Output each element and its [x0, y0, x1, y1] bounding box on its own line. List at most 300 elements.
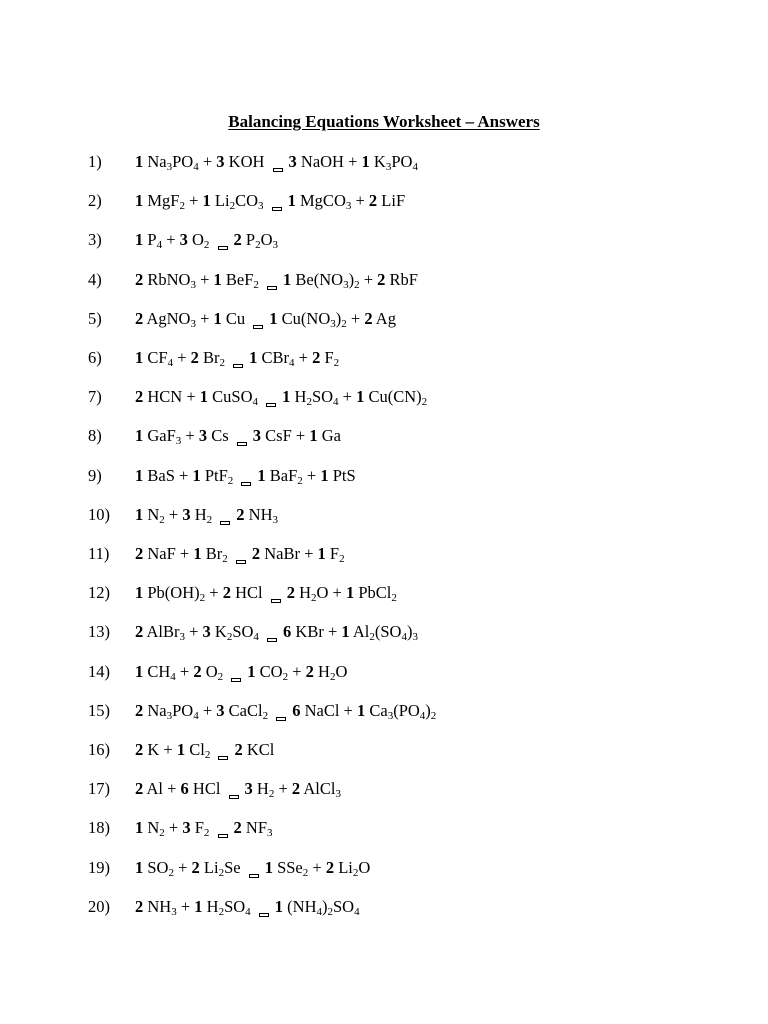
plus-sign: +	[162, 779, 181, 799]
subscript: 3	[385, 161, 392, 173]
yields-arrow-icon	[237, 442, 247, 446]
subscript: 3	[258, 200, 264, 213]
subscript: 2	[227, 474, 234, 487]
coefficient: 1	[135, 465, 144, 485]
subscript: 2	[229, 200, 236, 213]
equation-number: 3)	[88, 230, 102, 250]
subscript: 2	[203, 239, 210, 252]
subscript: 2	[199, 592, 206, 605]
subscript: 2	[341, 317, 347, 330]
subscript: 2	[352, 866, 359, 879]
subscript: 4	[333, 396, 339, 409]
chemical-formula: PbCl$_2$	[358, 583, 397, 605]
chemical-formula: SSe$_2$	[277, 857, 309, 879]
yields-arrow-icon	[249, 874, 259, 878]
subscript: 2	[354, 278, 360, 291]
subscript: 2	[421, 396, 428, 409]
chemical-formula: $Br_2$	[205, 544, 228, 565]
subscript: 3	[387, 709, 394, 722]
equation	[135, 659, 347, 685]
chemical-formula: K	[147, 740, 160, 759]
subscript: 4	[354, 905, 360, 918]
chemical-formula: AgNO$_3$	[146, 308, 196, 330]
coefficient: 3	[198, 426, 208, 446]
equation	[135, 384, 427, 410]
coefficient: 1	[356, 700, 366, 720]
coefficient: 2	[286, 583, 295, 603]
subscript: 2	[302, 866, 309, 879]
chemical-formula: Cu	[225, 308, 246, 328]
equation-number: 8)	[88, 426, 102, 446]
chemical-formula: $(NH_4)_2SO_4$	[287, 896, 360, 918]
chemical-formula: $H_2$	[194, 504, 213, 526]
equation	[135, 306, 396, 332]
plus-sign: +	[323, 622, 342, 642]
plus-sign: +	[182, 387, 200, 407]
chemical-formula: $SO_2$	[147, 857, 174, 879]
equation-row	[0, 149, 768, 175]
chemical-formula: GaF$_3$	[147, 426, 182, 448]
coefficient: 1	[249, 348, 258, 367]
chemical-formula: $Cu(CN)_2$	[368, 387, 428, 409]
chemical-formula: HCN	[147, 387, 183, 407]
chemical-formula: BeF$_2$	[225, 269, 259, 291]
coefficient: 1	[199, 387, 209, 407]
subscript: 3	[267, 827, 273, 840]
subscript: 3	[179, 631, 185, 644]
subscript: 2	[218, 905, 225, 918]
chemical-formula: $P_4$	[147, 230, 163, 252]
subscript: 2	[255, 239, 261, 252]
subscript: 3	[166, 161, 173, 173]
subscript: 2	[311, 592, 317, 605]
equation-row	[0, 345, 768, 371]
chemical-formula: Ga	[321, 426, 341, 446]
subscript: 2	[222, 553, 228, 565]
equation-row	[0, 384, 768, 410]
coefficient: 2	[191, 857, 200, 877]
plus-sign: +	[174, 465, 193, 485]
subscript: 2	[329, 670, 336, 683]
subscript: 4	[252, 396, 259, 409]
chemical-formula: HCl	[235, 583, 263, 603]
equation-number: 6)	[88, 348, 102, 367]
coefficient: 2	[135, 622, 144, 642]
equation-row	[0, 267, 768, 293]
chemical-formula: MgF$_2$	[147, 191, 185, 213]
plus-sign: +	[159, 740, 177, 759]
subscript: 2	[203, 827, 210, 840]
subscript: 3	[272, 513, 278, 526]
equation	[135, 345, 339, 371]
subscript: 4	[245, 905, 251, 918]
coefficient: 1	[135, 583, 144, 603]
coefficient: 1	[341, 622, 350, 642]
chemical-formula: Al	[146, 779, 163, 799]
subscript: 4	[170, 670, 176, 683]
coefficient: 2	[377, 269, 386, 289]
coefficient: 1	[264, 857, 273, 877]
plus-sign: +	[198, 700, 217, 720]
subscript: 4	[401, 631, 407, 644]
chemical-formula: $CF_4$	[147, 348, 174, 369]
equation-number: 7)	[88, 387, 102, 407]
yields-arrow-icon	[273, 168, 283, 172]
coefficient: 6	[180, 779, 189, 799]
coefficient: 2	[190, 348, 199, 367]
equation-number: 4)	[88, 269, 102, 289]
coefficient: 2	[368, 191, 378, 211]
subscript: 2	[159, 513, 165, 526]
plus-sign: +	[299, 544, 318, 563]
subscript: 2	[306, 396, 312, 409]
equation	[135, 188, 405, 214]
equation	[135, 541, 345, 567]
equation-number: 10)	[88, 504, 110, 524]
subscript: 2	[327, 905, 333, 918]
chemical-formula: NaF	[147, 544, 176, 563]
equation-row	[0, 894, 768, 920]
plus-sign: +	[339, 700, 357, 720]
page-title: Balancing Equations Worksheet – Answers	[228, 112, 540, 131]
plus-sign: +	[175, 544, 194, 563]
chemical-formula: AlCl$_3$	[303, 779, 341, 801]
chemical-formula: $Cl_2$	[189, 740, 211, 761]
yields-arrow-icon	[229, 795, 239, 799]
coefficient: 3	[252, 426, 262, 446]
chemical-formula: $Al_2(SO_4)_3$	[352, 622, 418, 644]
subscript: 4	[289, 357, 295, 369]
coefficient: 1	[135, 191, 144, 211]
coefficient: 1	[176, 740, 186, 759]
coefficient: 2	[135, 269, 144, 289]
subscript: 2	[391, 592, 397, 605]
equation-row	[0, 580, 768, 606]
chemical-formula: $P_2O_3$	[245, 230, 279, 252]
chemical-formula: LiF	[381, 191, 406, 211]
coefficient: 3	[244, 779, 253, 799]
chemical-formula: PtS	[332, 465, 356, 485]
yields-arrow-icon	[271, 599, 281, 603]
equation	[135, 855, 370, 881]
chemical-formula: KOH	[228, 152, 265, 171]
chemical-formula: $O_2$	[205, 661, 224, 683]
coefficient: 2	[135, 308, 144, 328]
chemical-formula: $NH_3$	[248, 504, 278, 526]
yields-arrow-icon	[259, 913, 269, 917]
chemical-formula: Ag	[375, 308, 396, 328]
coefficient: 1	[135, 426, 144, 446]
equation	[135, 463, 356, 489]
plus-sign: +	[164, 504, 183, 524]
coefficient: 2	[135, 544, 144, 563]
equation	[135, 227, 278, 253]
equation-row	[0, 698, 768, 724]
chemical-formula: $H_2O$	[299, 583, 329, 605]
plus-sign: +	[346, 308, 365, 328]
chemical-formula: CuSO$_4$	[212, 387, 259, 409]
coefficient: 2	[234, 740, 243, 759]
coefficient: 3	[288, 152, 297, 171]
subscript: 2	[218, 866, 225, 879]
equation	[135, 776, 341, 802]
equation-number: 20)	[88, 896, 110, 916]
plus-sign: +	[184, 191, 203, 211]
chemical-formula: BaF$_2$	[269, 465, 303, 487]
subscript: 4	[167, 357, 174, 369]
coefficient: 1	[345, 583, 355, 603]
subscript: 3	[343, 278, 349, 291]
chemical-formula: PtF$_2$	[204, 465, 234, 487]
subscript: 3	[345, 200, 352, 213]
plus-sign: +	[351, 191, 369, 211]
coefficient: 1	[135, 152, 144, 171]
equation-row	[0, 188, 768, 214]
equation	[135, 580, 397, 606]
subscript: 3	[272, 239, 279, 252]
subscript: 2	[282, 670, 289, 683]
coefficient: 2	[135, 740, 144, 759]
coefficient: 3	[216, 152, 225, 171]
coefficient: 6	[283, 622, 292, 642]
coefficient: 1	[192, 465, 201, 485]
coefficient: 1	[135, 230, 144, 250]
chemical-formula: $Cu(NO_3)_2$	[281, 308, 347, 330]
equation-row	[0, 502, 768, 528]
subscript: 4	[156, 239, 163, 252]
coefficient: 1	[213, 269, 222, 289]
subscript: 2	[369, 631, 375, 644]
coefficient: 2	[233, 230, 242, 250]
chemical-formula: $F_2$	[194, 818, 210, 840]
equation-row	[0, 737, 768, 763]
plus-sign: +	[274, 779, 292, 799]
yields-arrow-icon	[276, 717, 286, 721]
coefficient: 1	[194, 896, 203, 916]
equation-row	[0, 227, 768, 253]
yields-arrow-icon	[218, 834, 228, 838]
subscript: 2	[339, 553, 345, 565]
yields-arrow-icon	[272, 207, 282, 211]
plus-sign: +	[288, 661, 306, 681]
plus-sign: +	[184, 622, 203, 642]
equation-row	[0, 815, 768, 841]
plus-sign: +	[291, 426, 310, 446]
equation-number: 11)	[88, 544, 110, 563]
coefficient: 1	[317, 544, 326, 563]
equation-number: 18)	[88, 818, 110, 838]
equation	[135, 815, 273, 841]
chemical-formula: $F_2$	[329, 544, 345, 565]
chemical-formula: NaBr	[264, 544, 300, 563]
equation-number: 17)	[88, 779, 110, 799]
equation	[135, 698, 436, 724]
plus-sign: +	[164, 818, 183, 838]
coefficient: 1	[269, 308, 278, 328]
coefficient: 2	[364, 308, 373, 328]
coefficient: 6	[292, 700, 301, 720]
chemical-formula: RbF	[389, 269, 418, 289]
subscript: 3	[412, 631, 418, 644]
subscript: 2	[219, 357, 225, 369]
subscript: 3	[330, 317, 336, 330]
plus-sign: +	[181, 426, 199, 446]
coefficient: 1	[257, 465, 266, 485]
chemical-formula: $NF_3$	[245, 818, 273, 840]
coefficient: 3	[182, 818, 191, 838]
subscript: 2	[262, 709, 269, 722]
yields-arrow-icon	[233, 364, 243, 368]
subscript: 4	[412, 161, 418, 173]
coefficient: 1	[361, 152, 370, 171]
plus-sign: +	[302, 465, 321, 485]
equation-row	[0, 619, 768, 645]
yields-arrow-icon	[220, 521, 230, 525]
chemical-formula: $K_3PO_4$	[373, 152, 418, 173]
plus-sign: +	[294, 348, 313, 367]
equation	[135, 894, 360, 920]
yields-arrow-icon	[231, 678, 241, 682]
coefficient: 2	[193, 661, 202, 681]
subscript: 2	[217, 670, 224, 683]
coefficient: 1	[247, 661, 256, 681]
subscript: 2	[333, 357, 340, 369]
coefficient: 3	[179, 230, 188, 250]
chemical-formula: $Pb(OH)_2$	[147, 583, 206, 605]
yields-arrow-icon	[218, 756, 228, 760]
plus-sign: +	[175, 661, 194, 681]
chemical-formula: CaCl$_2$	[228, 700, 269, 722]
yields-arrow-icon	[267, 638, 277, 642]
chemical-formula: $K_2SO_4$	[214, 622, 259, 644]
chemical-formula: CsF	[265, 426, 292, 446]
chemical-formula: $O_2$	[192, 230, 210, 252]
coefficient: 1	[287, 191, 296, 211]
equation	[135, 423, 341, 449]
plus-sign: +	[162, 230, 180, 250]
chemical-formula: $Br_2$	[203, 348, 225, 369]
chemical-formula: NaOH	[300, 152, 344, 171]
coefficient: 1	[274, 896, 284, 916]
yields-arrow-icon	[267, 286, 277, 290]
equation-number: 13)	[88, 622, 110, 642]
coefficient: 2	[291, 779, 301, 799]
subscript: 3	[190, 317, 196, 330]
subscript: 2	[268, 788, 275, 801]
subscript: 2	[430, 709, 437, 722]
coefficient: 2	[312, 348, 321, 367]
chemical-formula: HCl	[192, 779, 221, 799]
subscript: 4	[316, 905, 322, 918]
chemical-formula: $CH_4$	[147, 661, 176, 683]
coefficient: 1	[283, 269, 292, 289]
chemical-formula: $Li_2CO_3$	[214, 191, 264, 213]
chemical-formula: KBr	[295, 622, 324, 642]
subscript: 4	[193, 709, 199, 722]
subscript: 2	[168, 866, 174, 879]
chemical-formula: $NH_3$	[147, 896, 177, 918]
subscript: 3	[171, 905, 177, 918]
subscript: 3	[335, 788, 341, 801]
chemical-formula: NaCl	[304, 700, 340, 720]
chemical-formula: $Li_2O$	[338, 857, 371, 879]
subscript: 3	[166, 709, 173, 722]
chemical-formula: $CO_2$	[259, 661, 289, 683]
coefficient: 1	[193, 544, 202, 563]
coefficient: 2	[236, 504, 245, 524]
coefficient: 1	[309, 426, 318, 446]
equation-number: 1)	[88, 152, 102, 171]
plus-sign: +	[198, 152, 217, 171]
yields-arrow-icon	[236, 560, 246, 564]
plus-sign: +	[308, 857, 326, 877]
plus-sign: +	[173, 348, 191, 367]
equation-row	[0, 776, 768, 802]
plus-sign: +	[338, 387, 357, 407]
coefficient: 2	[222, 583, 231, 603]
subscript: 2	[253, 278, 259, 291]
plus-sign: +	[359, 269, 378, 289]
coefficient: 3	[216, 700, 225, 720]
equation-number: 15)	[88, 700, 110, 720]
subscript: 2	[206, 513, 213, 526]
chemical-formula: MgCO$_3$	[300, 191, 352, 213]
coefficient: 1	[135, 348, 144, 367]
subscript: 2	[159, 827, 165, 840]
yields-arrow-icon	[218, 246, 228, 250]
chemical-formula: $Ca_3(PO_4)_2$	[369, 700, 437, 722]
chemical-formula: KCl	[246, 740, 275, 759]
coefficient: 2	[135, 387, 144, 407]
equation-number: 12)	[88, 583, 110, 603]
plus-sign: +	[205, 583, 223, 603]
equation-number: 2)	[88, 191, 102, 211]
equation	[135, 149, 418, 175]
subscript: 3	[190, 278, 196, 291]
equation	[135, 267, 418, 293]
coefficient: 1	[135, 504, 144, 524]
yields-arrow-icon	[241, 482, 251, 486]
coefficient: 3	[182, 504, 191, 524]
coefficient: 2	[325, 857, 335, 877]
subscript: 3	[175, 435, 182, 448]
chemical-formula: RbNO$_3$	[147, 269, 196, 291]
chemical-formula: $H_2SO_4$	[206, 896, 251, 918]
coefficient: 1	[135, 857, 144, 877]
coefficient: 1	[320, 465, 329, 485]
chemical-formula: $N_2$	[147, 818, 165, 840]
chemical-formula: $N_2$	[147, 504, 165, 526]
subscript: 4	[253, 631, 259, 644]
equation-row	[0, 541, 768, 567]
chemical-formula: $Na_3PO_4$	[147, 152, 199, 173]
subscript: 2	[204, 749, 211, 761]
plus-sign: +	[176, 896, 195, 916]
subscript: 2	[179, 200, 185, 213]
chemical-formula: $H_2O$	[318, 661, 348, 683]
subscript: 2	[226, 631, 233, 644]
coefficient: 1	[356, 387, 365, 407]
subscript: 4	[193, 161, 199, 173]
equation-row	[0, 659, 768, 685]
coefficient: 2	[135, 779, 144, 799]
coefficient: 1	[202, 191, 211, 211]
equation-number: 19)	[88, 857, 110, 877]
coefficient: 2	[135, 896, 144, 916]
subscript: 2	[297, 474, 303, 487]
equation-row	[0, 306, 768, 332]
equation-number: 5)	[88, 308, 102, 328]
